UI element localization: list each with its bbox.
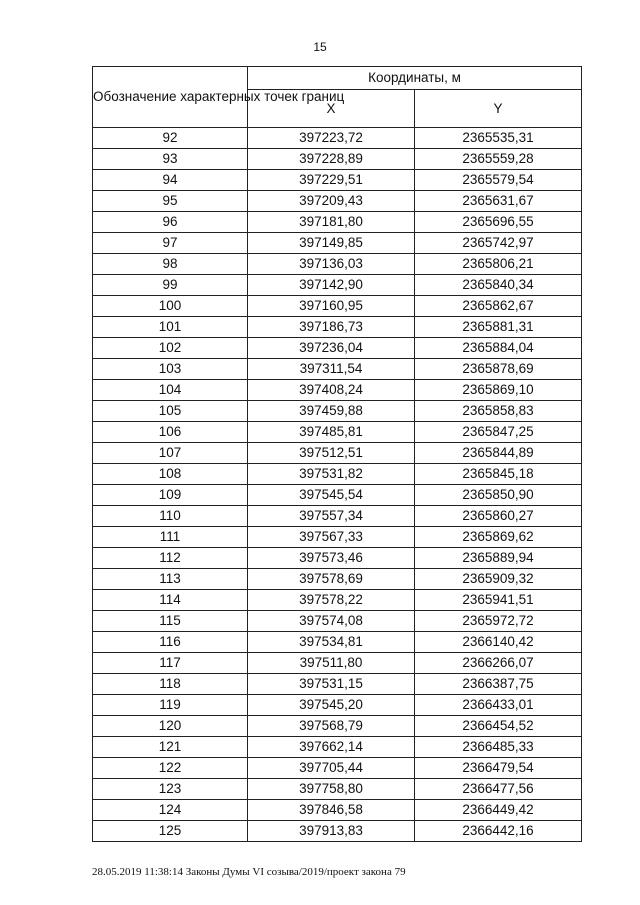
cell-x: 397136,03 <box>248 254 415 275</box>
cell-y: 2366433,01 <box>415 695 582 716</box>
cell-y: 2365631,67 <box>415 191 582 212</box>
header-y: Y <box>415 90 582 128</box>
cell-point: 117 <box>93 653 248 674</box>
table-row <box>93 338 582 359</box>
table-row <box>93 254 582 275</box>
table-row <box>93 548 582 569</box>
cell-point: 122 <box>93 758 248 779</box>
table-row <box>93 800 582 821</box>
cell-y: 2366442,16 <box>415 821 582 842</box>
header-x: X <box>248 90 415 128</box>
cell-y: 2365862,67 <box>415 296 582 317</box>
cell-point: 104 <box>93 380 248 401</box>
cell-x: 397228,89 <box>248 149 415 170</box>
cell-point: 97 <box>93 233 248 254</box>
cell-point: 124 <box>93 800 248 821</box>
cell-x: 397511,80 <box>248 653 415 674</box>
table-row <box>93 296 582 317</box>
header-point-designation: Обозначение характерных точек границ <box>93 67 248 128</box>
cell-x: 397568,79 <box>248 716 415 737</box>
cell-point: 111 <box>93 527 248 548</box>
cell-x: 397311,54 <box>248 359 415 380</box>
table-row <box>93 485 582 506</box>
table-row <box>93 758 582 779</box>
cell-point: 116 <box>93 632 248 653</box>
table-row <box>93 674 582 695</box>
cell-x: 397913,83 <box>248 821 415 842</box>
cell-x: 397485,81 <box>248 422 415 443</box>
footer-stamp: 28.05.2019 11:38:14 Законы Думы VI созыва/2019/проект закона 79 <box>92 866 406 878</box>
table-row <box>93 212 582 233</box>
table-row <box>93 128 582 149</box>
cell-y: 2365941,51 <box>415 590 582 611</box>
cell-x: 397662,14 <box>248 737 415 758</box>
cell-point: 106 <box>93 422 248 443</box>
table-row <box>93 317 582 338</box>
cell-x: 397236,04 <box>248 338 415 359</box>
cell-y: 2365878,69 <box>415 359 582 380</box>
cell-point: 99 <box>93 275 248 296</box>
cell-x: 397534,81 <box>248 632 415 653</box>
cell-y: 2365847,25 <box>415 422 582 443</box>
cell-point: 103 <box>93 359 248 380</box>
cell-point: 125 <box>93 821 248 842</box>
cell-y: 2365535,31 <box>415 128 582 149</box>
cell-point: 110 <box>93 506 248 527</box>
coordinates-table <box>92 66 582 842</box>
page-number: 15 <box>313 40 327 54</box>
table-row <box>93 443 582 464</box>
cell-y: 2365884,04 <box>415 338 582 359</box>
cell-y: 2365860,27 <box>415 506 582 527</box>
cell-y: 2366449,42 <box>415 800 582 821</box>
table-row <box>93 569 582 590</box>
cell-point: 94 <box>93 170 248 191</box>
cell-x: 397408,24 <box>248 380 415 401</box>
cell-y: 2366454,52 <box>415 716 582 737</box>
cell-x: 397557,34 <box>248 506 415 527</box>
cell-point: 101 <box>93 317 248 338</box>
table-row <box>93 422 582 443</box>
cell-point: 105 <box>93 401 248 422</box>
table-row <box>93 275 582 296</box>
cell-y: 2365845,18 <box>415 464 582 485</box>
cell-y: 2366266,07 <box>415 653 582 674</box>
cell-x: 397531,82 <box>248 464 415 485</box>
cell-y: 2365869,62 <box>415 527 582 548</box>
table-row <box>93 737 582 758</box>
cell-point: 108 <box>93 464 248 485</box>
table-row <box>93 695 582 716</box>
cell-point: 114 <box>93 590 248 611</box>
cell-y: 2365696,55 <box>415 212 582 233</box>
cell-x: 397545,54 <box>248 485 415 506</box>
cell-y: 2365869,10 <box>415 380 582 401</box>
table-row <box>93 527 582 548</box>
cell-x: 397149,85 <box>248 233 415 254</box>
cell-y: 2365579,54 <box>415 170 582 191</box>
cell-y: 2365909,32 <box>415 569 582 590</box>
cell-y: 2366477,56 <box>415 779 582 800</box>
cell-x: 397142,90 <box>248 275 415 296</box>
table-row <box>93 779 582 800</box>
header-coordinates: Координаты, м <box>248 67 582 90</box>
cell-point: 98 <box>93 254 248 275</box>
cell-y: 2366479,54 <box>415 758 582 779</box>
cell-point: 95 <box>93 191 248 212</box>
cell-x: 397160,95 <box>248 296 415 317</box>
table-row <box>93 632 582 653</box>
cell-y: 2365858,83 <box>415 401 582 422</box>
cell-y: 2365881,31 <box>415 317 582 338</box>
table-row <box>93 233 582 254</box>
cell-point: 102 <box>93 338 248 359</box>
cell-x: 397531,15 <box>248 674 415 695</box>
cell-x: 397545,20 <box>248 695 415 716</box>
cell-point: 115 <box>93 611 248 632</box>
cell-y: 2365840,34 <box>415 275 582 296</box>
table-row <box>93 716 582 737</box>
table-row <box>93 359 582 380</box>
cell-y: 2365806,21 <box>415 254 582 275</box>
table-row <box>93 170 582 191</box>
table-row <box>93 401 582 422</box>
cell-point: 93 <box>93 149 248 170</box>
cell-y: 2365889,94 <box>415 548 582 569</box>
cell-point: 92 <box>93 128 248 149</box>
cell-x: 397181,80 <box>248 212 415 233</box>
cell-point: 109 <box>93 485 248 506</box>
table-row <box>93 653 582 674</box>
cell-x: 397223,72 <box>248 128 415 149</box>
cell-x: 397459,88 <box>248 401 415 422</box>
cell-y: 2365742,97 <box>415 233 582 254</box>
cell-y: 2366140,42 <box>415 632 582 653</box>
cell-y: 2365850,90 <box>415 485 582 506</box>
cell-point: 96 <box>93 212 248 233</box>
table-row <box>93 464 582 485</box>
cell-x: 397846,58 <box>248 800 415 821</box>
cell-point: 118 <box>93 674 248 695</box>
cell-x: 397512,51 <box>248 443 415 464</box>
table-row <box>93 590 582 611</box>
cell-point: 120 <box>93 716 248 737</box>
cell-point: 112 <box>93 548 248 569</box>
cell-x: 397573,46 <box>248 548 415 569</box>
table-row <box>93 380 582 401</box>
cell-point: 100 <box>93 296 248 317</box>
cell-x: 397229,51 <box>248 170 415 191</box>
table-body <box>93 128 582 842</box>
table-row <box>93 191 582 212</box>
cell-y: 2365559,28 <box>415 149 582 170</box>
cell-x: 397758,80 <box>248 779 415 800</box>
table-row <box>93 611 582 632</box>
cell-x: 397705,44 <box>248 758 415 779</box>
table-row <box>93 506 582 527</box>
cell-point: 113 <box>93 569 248 590</box>
cell-x: 397186,73 <box>248 317 415 338</box>
cell-point: 107 <box>93 443 248 464</box>
cell-point: 123 <box>93 779 248 800</box>
cell-y: 2366387,75 <box>415 674 582 695</box>
cell-point: 121 <box>93 737 248 758</box>
cell-y: 2365844,89 <box>415 443 582 464</box>
cell-x: 397574,08 <box>248 611 415 632</box>
cell-x: 397567,33 <box>248 527 415 548</box>
cell-y: 2365972,72 <box>415 611 582 632</box>
cell-x: 397578,69 <box>248 569 415 590</box>
table-row <box>93 149 582 170</box>
cell-point: 119 <box>93 695 248 716</box>
cell-x: 397578,22 <box>248 590 415 611</box>
cell-y: 2366485,33 <box>415 737 582 758</box>
cell-x: 397209,43 <box>248 191 415 212</box>
table-row <box>93 821 582 842</box>
